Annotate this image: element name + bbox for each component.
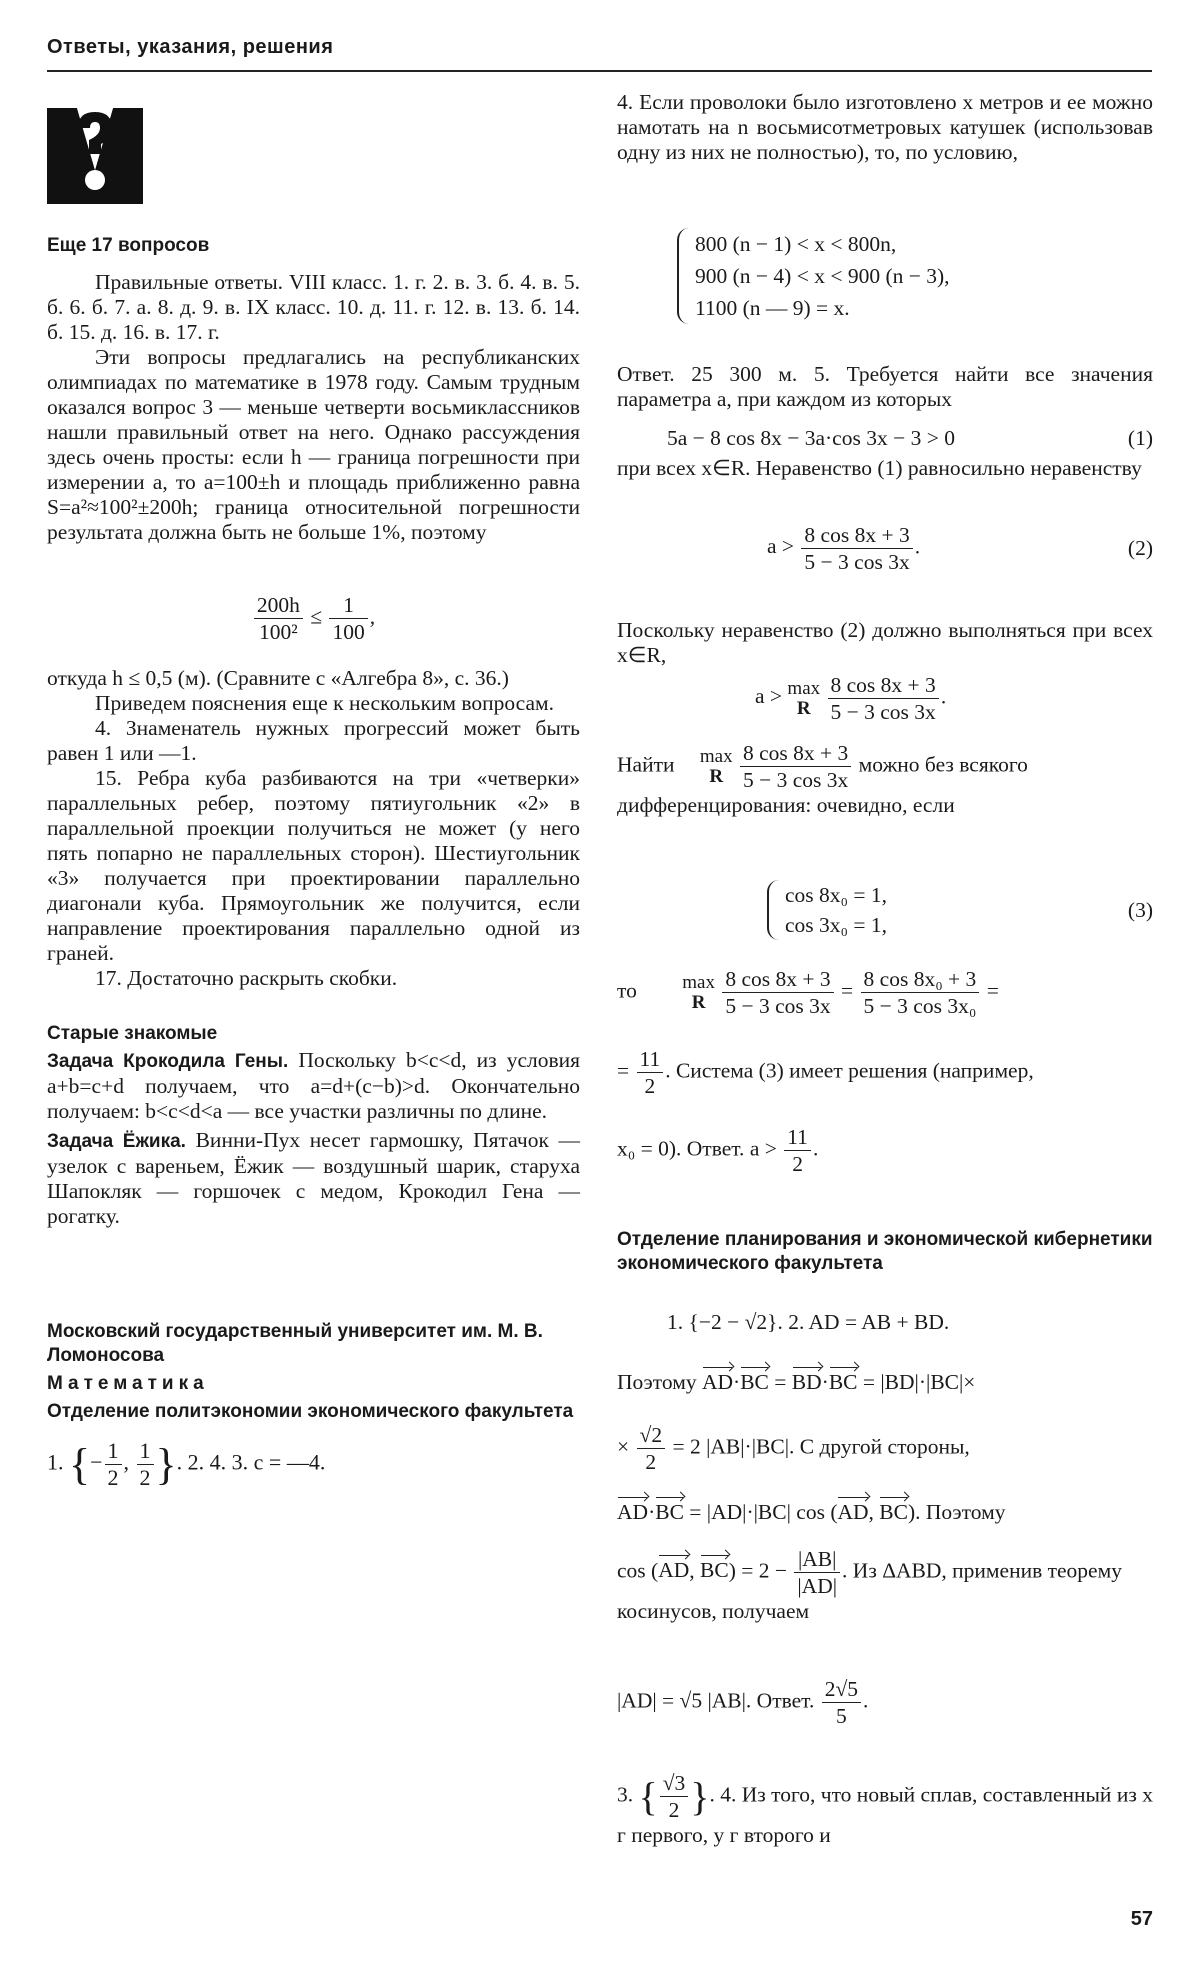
solution-line-5: cos (AD, BC) = 2 − $\frac{|AB|}{|AD|}$ . Из ΔABD, применив теорему косинусов, получаем <box>617 1547 1122 1623</box>
system-1: 800 (n − 1) < x < 800n, 900 (n − 4) < x < 900 (n − 3), 1100 (n — 9) = x. <box>677 228 1153 324</box>
header-rule <box>47 70 1152 72</box>
equation-result: = $\frac{11}{2}$ . Система (3) имеет решения (например, <box>617 1047 1034 1098</box>
running-title: Ответы, указания, решения <box>47 36 334 58</box>
system-3: cos 8x₀ = 1, cos 3x₀ = 1, (3) <box>767 880 1153 940</box>
solution-line-6: |AD| = √5 |AB|. Ответ. $\frac{2√5}{5}$ . <box>617 1677 869 1728</box>
solution-line-2: Поэтому AD·BC = BD·BC = |BD|·|BC|× <box>617 1370 976 1394</box>
formula-inequality: $\frac{200h}{\text{100²}}$ ≤ $\frac{1}{100}$ , <box>47 592 580 645</box>
paragraph: 4. Если проволоки было изготовлено x метров и ее можно намотать на n восьмисотметровых катушек (использовав одну из них не полностью), то, по условию, <box>617 90 1153 164</box>
paragraph: при всех x∈R. Неравенство (1) равносильно неравенству <box>617 456 1142 480</box>
answer-5: x₀ = 0). Ответ. a > $\frac{11}{2}$ . <box>617 1125 819 1176</box>
section-title: Старые знакомые <box>47 1023 218 1044</box>
equation-1: 5a − 8 cos 8x − 3a·cos 3x − 3 > 0 (1) <box>667 426 1153 450</box>
find-max-line: Найти max R $\frac{8 \cos 8x + 3}{5 - 3 \cos 3x}$ можно без всякого дифференцирования: очевидно, если <box>617 741 1028 817</box>
section-title: Отделение политэкономии экономического факультета <box>47 1401 574 1422</box>
paragraph: Поскольку неравенство (2) должно выполняться при всех x∈R, <box>617 618 1153 667</box>
subject-title: Математика <box>47 1373 209 1394</box>
paragraph: Приведем пояснения еще к нескольким вопросам. <box>95 691 555 715</box>
left-column <box>47 80 580 1950</box>
paragraph: Ответ. 25 300 м. 5. Требуется найти все значения параметра a, при каждом из которых <box>617 362 1153 411</box>
answer-line: 1. {− $\frac{1}{2}$ , $\frac{1}{2}$ }. 2. 4. 3. c = —4. <box>47 1438 326 1490</box>
paragraph: Задача Ёжика. Винни-Пух несет гармошку, Пятачок — узелок с вареньем, Ёжик — воздушный шарик, старуха Шапокляк — горшочек с медом, Крокодил Гена — рогатку. <box>47 1128 581 1228</box>
solution-line-1: 1. {−2 − √2}. 2. AD = AB + BD. <box>667 1310 950 1334</box>
paragraph: Эти вопросы предлагались на республиканских олимпиадах по математике в 1978 году. Самым трудным оказался вопрос 3 — меньше четверти восьмиклассников нашли правильный ответ на него. Однако рассуждения здесь очень просты: если h — граница погрешности при измерении a, то a=100±h и площадь приближенно равна S=a²≈100²±200h; граница относительной погрешности результата должна быть не больше 1%, поэтому <box>47 345 580 544</box>
right-column <box>617 80 1153 1950</box>
equation-max: a > max R $\frac{8 \cos 8x + 3}{5 - 3 \cos 3x}$ . <box>755 673 947 724</box>
solution-line-3: × $\frac{√2}{2}$ = 2 |AB|·|BC|. С другой стороны, <box>617 1423 970 1474</box>
equation-2: a > $\frac{8 \cos 8x + 3}{5 - 3 \cos 3x}$ . (2) <box>767 523 1153 574</box>
paragraph: откуда h ≤ 0,5 (м). (Сравните с «Алгебра 8», с. 36.) <box>47 666 509 690</box>
section-title: Еще 17 вопросов <box>47 235 210 256</box>
paragraph: 15. Ребра куба разбиваются на три «четверки» параллельных ребер, поэтому пятиугольник «2» в параллельной проекции получиться не может (у него пять попарно не параллельных сторон). Шестиугольник «3» получается при проектировании параллельно диагонали куба. Прямоугольник же получится, если направление проектирования параллельно одной из граней. <box>47 766 580 965</box>
section-title: Московский государственный университет им. М. В. Ломоносова <box>47 1321 543 1366</box>
page-number: 57 <box>1130 1908 1153 1930</box>
paragraph: 17. Достаточно раскрыть скобки. <box>95 966 398 990</box>
section-title: Отделение планирования и экономической кибернетики экономического факультета <box>617 1229 1153 1274</box>
paragraph: Задача Крокодила Гены. Поскольку b<c<d, из условия a+b=c+d получаем, что a=d+(c−b)>d. Окончательно получаем: b<c<d<a — все участки различны по длине. <box>47 1048 581 1123</box>
paragraph: Правильные ответы. VIII класс. 1. г. 2. в. 3. б. 4. в. 5. б. 6. б. 7. а. 8. д. 9. в. IX класс. 10. д. 11. г. 12. в. 13. б. 14. б. 15. д. 16. в. 17. г. <box>47 270 580 344</box>
solution-line-7: 3. { $\frac{√3}{2}$ }. 4. Из того, что новый сплав, составленный из x г первого, y г второго и <box>617 1771 1153 1847</box>
equation-4: то max R $\frac{8 \cos 8x + 3}{5 - 3 \cos 3x}$ = $\frac{\text{8 cos 8x₀ + 3}}{\text{5 − 3 cos 3x₀}}$ = <box>617 967 999 1018</box>
solution-line-4: AD·BC = |AD|·|BC| cos (AD, BC). Поэтому <box>617 1500 1006 1524</box>
paragraph: 4. Знаменатель нужных прогрессий может быть равен 1 или —1. <box>47 716 580 765</box>
